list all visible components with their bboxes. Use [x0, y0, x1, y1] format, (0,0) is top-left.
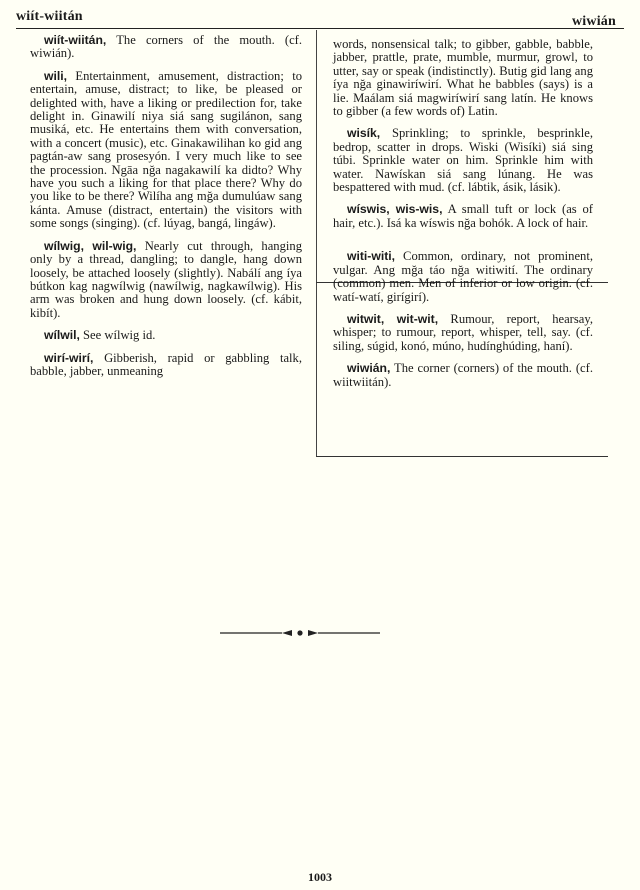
header-rule	[16, 28, 624, 29]
headword: wílwil,	[44, 328, 80, 343]
definition: Sprinkling; to sprinkle, besprinkle, bedrop, scatter in drops. Wiski (Wisíki) siá sing túbi. Sprinkle water on him. Sprinkle him with water. Nawískan siá sang lúnang. He was bespattered with mud. (cf. lábtik, ásik, lásik).	[333, 126, 593, 195]
page-number: 1003	[308, 870, 332, 884]
headword: wiwián,	[347, 361, 391, 376]
definition: Rumour, report, hearsay, whisper; to rumour, report, whisper, tell, say. (cf. siling, súgid, konó, múno, hudínghúding, haní).	[333, 311, 593, 353]
definition: Nearly cut through, hanging only by a thread, dangling; to dangle, hang down loosely, be attached loosely (slightly). Nabálí ang íya bútkon kag nagwílwig (nawílwig, nagkawílwig). His arm was broken and hung down loosely. (cf. kábit, kibít).	[30, 238, 302, 320]
definition: A small tuft or lock (as of hair, etc.). Isá ka wíswis nğa bohók. A lock of hair.	[333, 202, 593, 230]
right-column	[333, 38, 593, 398]
headword: wílwig, wil-wig,	[44, 238, 137, 253]
dictionary-entry	[30, 329, 302, 342]
right-guide-word: wiwián	[572, 14, 616, 29]
definition: Gibberish, rapid or gabbling talk, babble, jabber, unmeaning	[30, 350, 302, 378]
definition: The corner (corners) of the mouth. (cf. wiitwiitán).	[333, 361, 593, 389]
definition: words, nonsensical talk; to gibber, gabble, babble, jabber, prattle, prate, mumble, murmur, growl, to utter, say or speak (indistinctly). Butig gid lang ang íya nğa ginawiríwirí. What he babbles (says) is a lie. Maálam siá magwiríwirí sang latín. He knows to gibber (a few words of) Latin.	[333, 37, 593, 119]
dictionary-entry	[333, 362, 593, 389]
right-column-separator-2	[316, 456, 608, 457]
dictionary-entry	[333, 250, 593, 304]
headword: wirí-wirí,	[44, 350, 94, 365]
headword: witwit, wit-wit,	[347, 311, 439, 326]
dictionary-entry	[30, 34, 302, 61]
dictionary-entry	[30, 70, 302, 231]
headword: witi-witi,	[347, 249, 396, 264]
end-ornament	[220, 627, 380, 639]
definition: Common, ordinary, not prominent, vulgar. Ang mğa táo nğa witiwití. The ordinary (common) men. Men of inferior or low origin. (cf. watí-watí, girígirí).	[333, 249, 593, 304]
dictionary-entry	[333, 203, 593, 230]
dictionary-entry	[333, 313, 593, 353]
dictionary-entry	[333, 127, 593, 194]
dictionary-entry-continued	[333, 38, 593, 118]
definition: Entertainment, amusement, distraction; to entertain, amuse, distract; to like, be pleased or delighted with, have a liking or predilection for, take delight in. Ginawilí niya siá sang sugilánon, sang musiká, etc. He entertains them with conversation, with a concert (music), etc. Ginakawilihan ko gid ang pagtán-aw sang prosesyón. I very much like to see the procession. Ngāa nğa nagakawilí ka didto? Why have you such a liking for that place there? Why do you like to be there? Wilíha ang mğa dumulúaw sang kánta. Amuse (distract, entertain) the visitors with some songs (singing). (cf. lúyag, bangá, lingáw).	[30, 68, 302, 231]
column-divider	[316, 30, 317, 456]
headword: wíswis, wis-wis,	[347, 202, 443, 217]
headword: wili,	[44, 68, 68, 83]
headword: wisík,	[347, 126, 381, 141]
left-column	[30, 34, 302, 387]
dictionary-entry	[30, 240, 302, 320]
definition: The corners of the mouth. (cf. wiwián).	[30, 33, 302, 61]
headword: wiít-wiitán,	[44, 33, 107, 47]
dictionary-entry	[30, 352, 302, 379]
definition: See wílwig id.	[79, 328, 156, 343]
left-guide-word: wiít-wiitán	[16, 9, 83, 24]
